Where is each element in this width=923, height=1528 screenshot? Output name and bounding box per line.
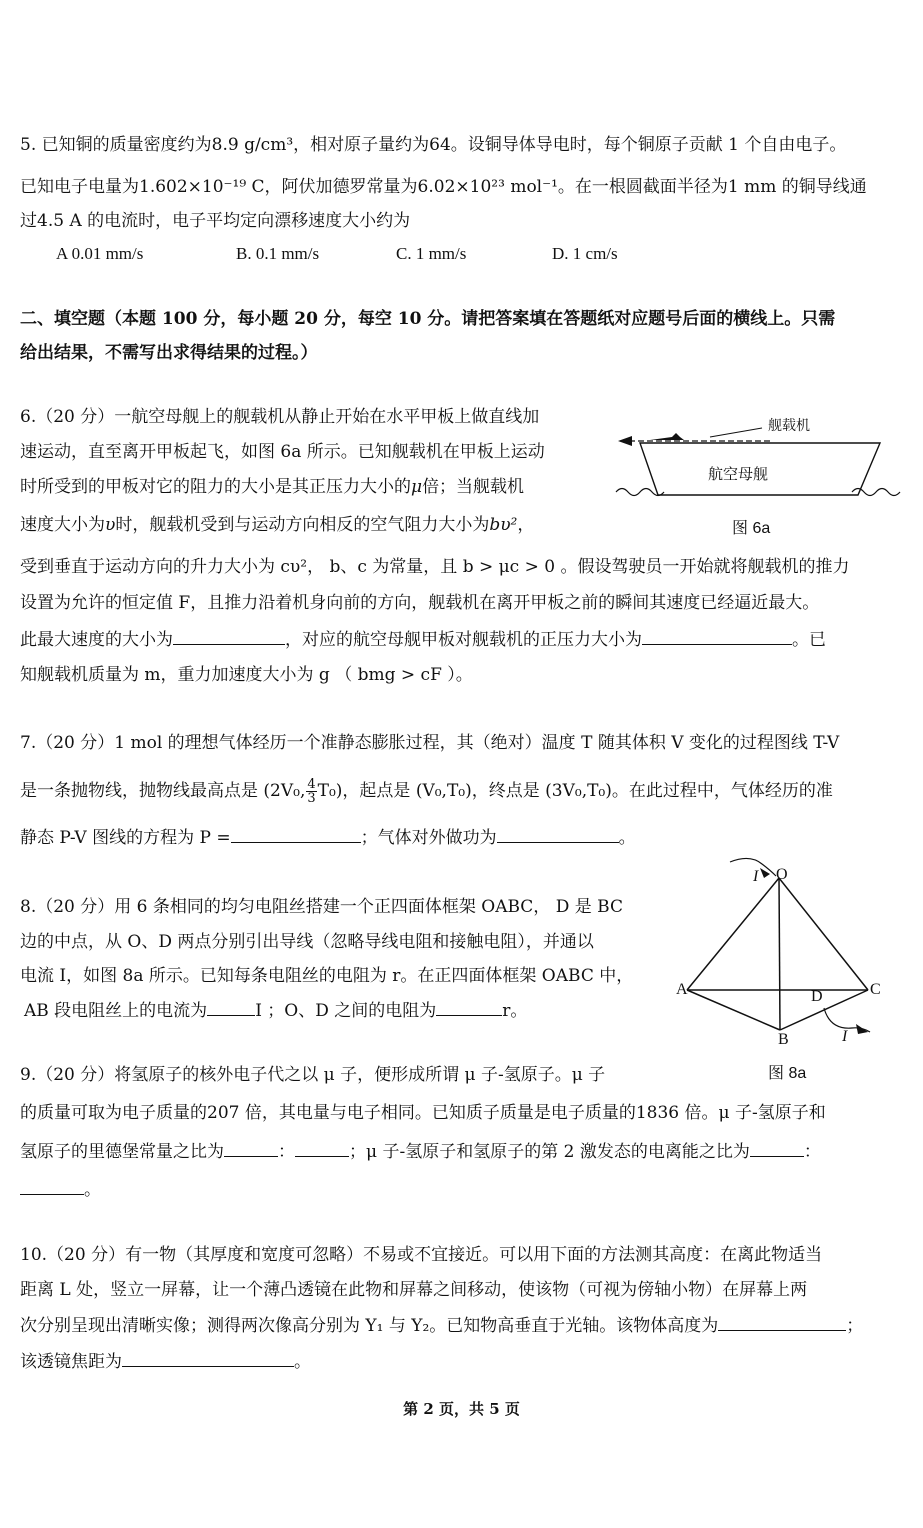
fig8a-caption: 图 8a [768, 1065, 807, 1082]
q9-line-1: 9.（20 分）将氢原子的核外电子代之以 μ 子，便形成所谓 μ 子-氢原子。μ 子 [20, 1065, 606, 1085]
plane-label-leader [710, 428, 762, 437]
fig6a-ship-label: 航空母舰 [708, 466, 769, 483]
q5-line-1: 5. 已知铜的质量密度约为8.9 g/cm³，相对原子量约为64。设铜导体导电时，每个铜原子贡献 1 个自由电子。 [20, 135, 847, 155]
q9-blank-2[interactable] [295, 1140, 349, 1157]
fraction-4-3: $\frac{4}{3}$ [307, 777, 316, 806]
q7-blank-2[interactable] [497, 826, 619, 843]
q10-line-3: 次分别呈现出清晰实像；测得两次像高分别为 Y₁ 与 Y₂。已知物高垂直于光轴。该物体高度为 ； [20, 1316, 864, 1336]
q8-line-4: AB 段电阻丝上的电流为 I ；O、D 之间的电阻为 r。 [24, 1001, 528, 1021]
q5-option-b: B. 0.1 mm/s [236, 244, 320, 263]
section-2-heading-line-2: 给出结果，不需写出求得结果的过程。） [20, 343, 318, 363]
plane-icon [650, 433, 684, 440]
q8-line-3: 电流 I，如图 8a 所示。已知每条电阻丝的电阻为 r。在正四面体框架 OABC 中， [20, 966, 634, 986]
q6-line-5: 受到垂直于运动方向的升力大小为 cυ²， b、c 为常量，且 b > μc > 0 。假设驾驶员一开始就将舰载机的推力 [20, 557, 850, 577]
q6-line-7: 此最大速度的大小为 ，对应的航空母舰甲板对舰载机的正压力大小为 。已 [20, 630, 826, 650]
q10-blank-1[interactable] [718, 1314, 846, 1331]
q7-line-1: 7.（20 分）1 mol 的理想气体经历一个准静态膨胀过程，其（绝对）温度 T 随其体积 V 变化的过程图线 T-V [20, 733, 840, 753]
q9-blank-3[interactable] [750, 1140, 804, 1157]
q6-line-2: 速运动，直至离开甲板起飞，如图 6a 所示。已知舰载机在甲板上运动 [20, 442, 545, 462]
q6-line-4: 速度大小为υ时，舰载机受到与运动方向相反的空气阻力大小为bυ²， [20, 515, 535, 535]
q5-option-c: C. 1 mm/s [396, 244, 467, 263]
fig8a-label-I-top: I [753, 868, 759, 885]
edge-OC [779, 878, 868, 990]
edge-AB [687, 990, 780, 1030]
arrow-left-icon [618, 436, 632, 446]
q9-blank-4[interactable] [20, 1178, 84, 1195]
fig6a-caption: 图 6a [732, 520, 771, 537]
q10-line-2: 距离 L 处，竖立一屏幕，让一个薄凸透镜在此物和屏幕之间移动，使该物（可视为傍轴小物）在屏幕上两 [20, 1280, 808, 1300]
fig8a-label-B: B [778, 1031, 789, 1048]
page-footer: 第 2 页，共 5 页 [403, 1400, 520, 1418]
q8-blank-1[interactable] [207, 999, 255, 1016]
q10-line-1: 10.（20 分）有一物（其厚度和宽度可忽略）不易或不宜接近。可以用下面的方法测其高度：在离此物适当 [20, 1245, 823, 1265]
fig8a-label-A: A [676, 981, 688, 998]
q6-line-1: 6.（20 分）一航空母舰上的舰载机从静止开始在水平甲板上做直线加 [20, 407, 540, 427]
q10-line-4: 该透镜焦距为 。 [20, 1352, 311, 1372]
fig8a-label-D: D [811, 988, 823, 1005]
q7-line-3: 静态 P-V 图线的方程为 P = ；气体对外做功为 。 [20, 828, 636, 848]
q9-line-2: 的质量可取为电子质量的207 倍，其电量与电子相同。已知质子质量是电子质量的1836 倍。μ 子-氢原子和 [20, 1103, 826, 1123]
q5-line-3: 过4.5 A 的电流时，电子平均定向漂移速度大小约为 [20, 211, 411, 231]
q6-line-3: 时所受到的甲板对它的阻力的大小是其正压力大小的μ倍；当舰载机 [20, 477, 525, 497]
figure-8a [687, 858, 870, 1034]
q5-line-2: 已知电子电量为1.602×10⁻¹⁹ C，阿伏加德罗常量为6.02×10²³ mol⁻¹。在一根圆截面半径为1 mm 的铜导线通 [20, 177, 867, 197]
q5-option-a: A 0.01 mm/s [56, 244, 144, 263]
q8-blank-2[interactable] [436, 999, 502, 1016]
q8-line-2: 边的中点，从 O、D 两点分别引出导线（忽略导线电阻和接触电阻），并通以 [20, 932, 594, 952]
fig8a-label-C: C [870, 981, 881, 998]
arrow-out-icon [856, 1024, 868, 1034]
fig8a-label-I-bottom: I [842, 1028, 848, 1045]
q9-line-3: 氢原子的里德堡常量之比为 ： ；μ 子-氢原子和氢原子的第 2 激发态的电离能之比为 ： [20, 1142, 821, 1162]
q6-line-8: 知舰载机质量为 m，重力加速度大小为 g （ bmg > cF ）。 [20, 665, 473, 685]
section-2-heading-line-1: 二、填空题（本题 100 分，每小题 20 分，每空 10 分。请把答案填在答题纸对应题号后面的横线上。只需 [20, 309, 836, 329]
q7-line-2: 是一条抛物线，抛物线最高点是 (2V₀, $\frac{4}{3}$ T₀)，起点是 (V₀,T₀)，终点是 (3V₀,T₀)。在此过程中，气体经历的准 [20, 777, 833, 806]
q8-line-1: 8.（20 分）用 6 条相同的均匀电阻丝搭建一个正四面体框架 OABC， D 是 BC [20, 897, 623, 917]
q9-blank-1[interactable] [224, 1140, 278, 1157]
fig6a-plane-label: 舰载机 [768, 417, 810, 433]
q9-line-4: 。 [20, 1178, 101, 1201]
edge-OA [687, 878, 779, 990]
edge-OB [779, 878, 780, 1030]
q10-blank-2[interactable] [122, 1350, 294, 1367]
q5-option-d: D. 1 cm/s [552, 244, 618, 263]
q6-line-6: 设置为允许的恒定值 F，且推力沿着机身向前的方向，舰载机在离开甲板之前的瞬间其速度已经逼近最大。 [20, 593, 820, 613]
fig8a-label-O: O [776, 866, 788, 883]
q7-blank-1[interactable] [231, 826, 361, 843]
